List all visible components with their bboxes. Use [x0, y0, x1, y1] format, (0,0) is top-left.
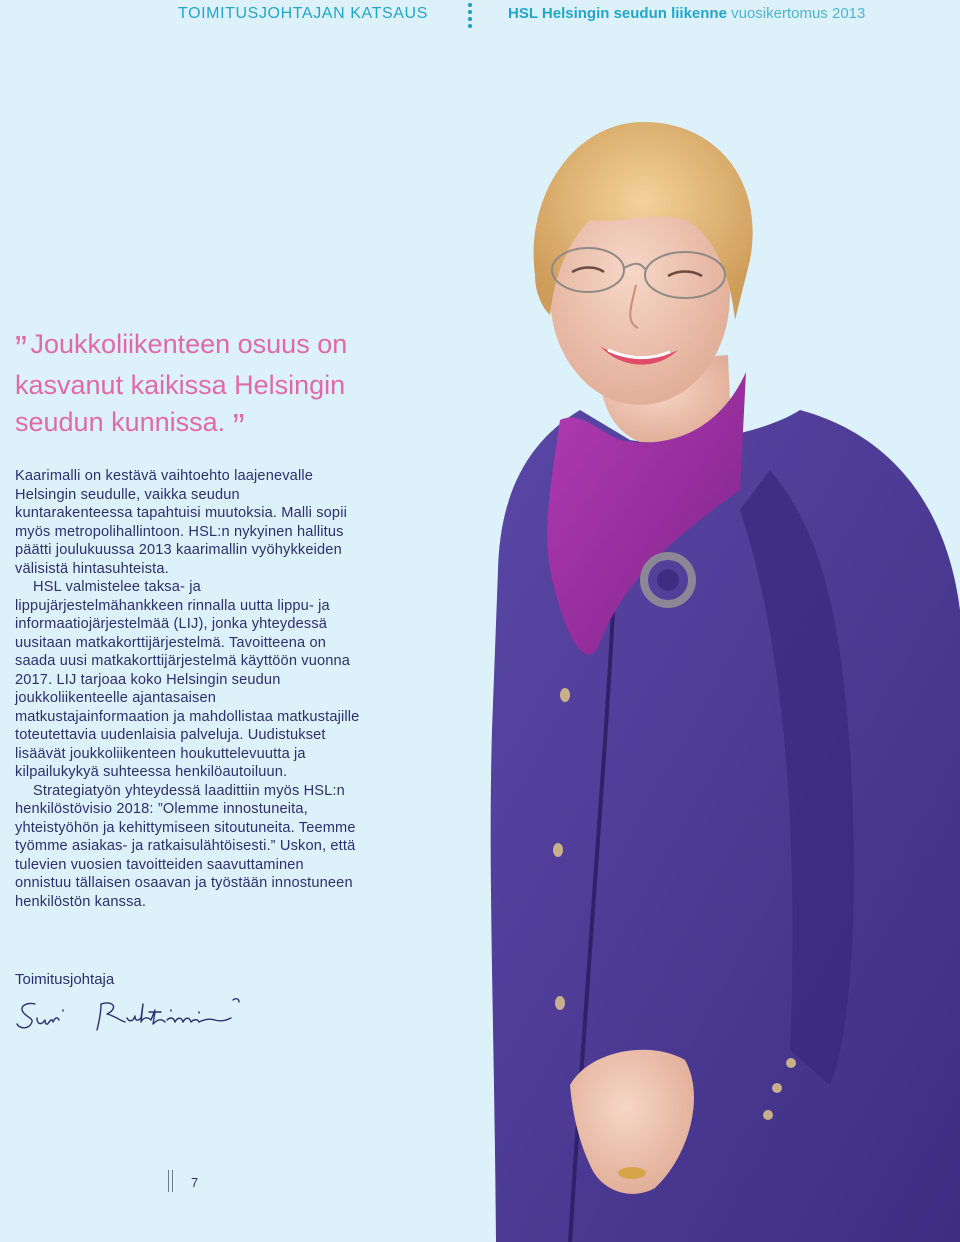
page-number: 7: [191, 1175, 199, 1190]
close-quote-mark-icon: ”: [232, 406, 241, 447]
body-paragraph-1: Kaarimalli on kestävä vaihtoehto laajenevalle Helsingin seudulle, vaikka seudun kuntarakenteessa tapahtuisi muutoksia. Malli sopii myös metropolihallintoon. HSL:n nykyinen hallitus päätti joulukuussa 2013 kaarimallin vyöhykkeiden välisistä hintasuhteista.: [15, 468, 347, 577]
body-paragraph-3: Strategiatyön yhteydessä laadittiin myös HSL:n henkilöstövisio 2018: ”Olemme innostuneita, yhteistyöhön ja kehittymiseen sitoutuneita. Teemme työmme asiakas- ja ratkaisulähtöisesti.” Uskon, että tulevien vuosien tavoitteiden saavuttaminen onnistuu tällaisen osaavan ja työstään innostuneen henkilöstön kanssa.: [15, 782, 356, 910]
ceo-portrait-photo: [440, 110, 960, 1242]
report-title: [508, 5, 865, 22]
section-title: TOIMITUSJOHTAJAN KATSAUS: [178, 5, 428, 22]
open-quote-mark-icon: ”: [15, 328, 23, 369]
header-divider-dots: [467, 3, 473, 27]
report-year: vuosikertomus 2013: [731, 5, 866, 22]
pull-quote-text: Joukkoliikenteen osuus on kasvanut kaikissa Helsingin seudun kunnissa.: [15, 329, 348, 437]
page-header: [0, 0, 960, 34]
pull-quote: [15, 326, 375, 445]
body-text: [15, 467, 360, 911]
handwritten-signature: [15, 992, 245, 1038]
report-organization: HSL Helsingin seudun liikenne: [508, 5, 727, 22]
body-paragraph-2: HSL valmistelee taksa- ja lippujärjestelmähankkeen rinnalla uutta lippu- ja informaatiojärjestelmää (LIJ), jonka yhteydessä uusitaan matkakorttijärjestelmä. Tavoitteena on saada uusi matkakorttijärjestelmä käyttöön vuonna 2017. LIJ tarjoaa koko Helsingin seudun joukkoliikenteelle ajantasaisen matkustajainformaation ja mahdollistaa matkustajille toteutettavia uudenlaisia palveluja. Uudistukset lisäävät joukkoliikenteen houkuttelevuutta ja kilpailukykyä suhteessa henkilöautoiluun.: [15, 579, 360, 780]
signoff-role: Toimitusjohtaja: [15, 971, 115, 988]
